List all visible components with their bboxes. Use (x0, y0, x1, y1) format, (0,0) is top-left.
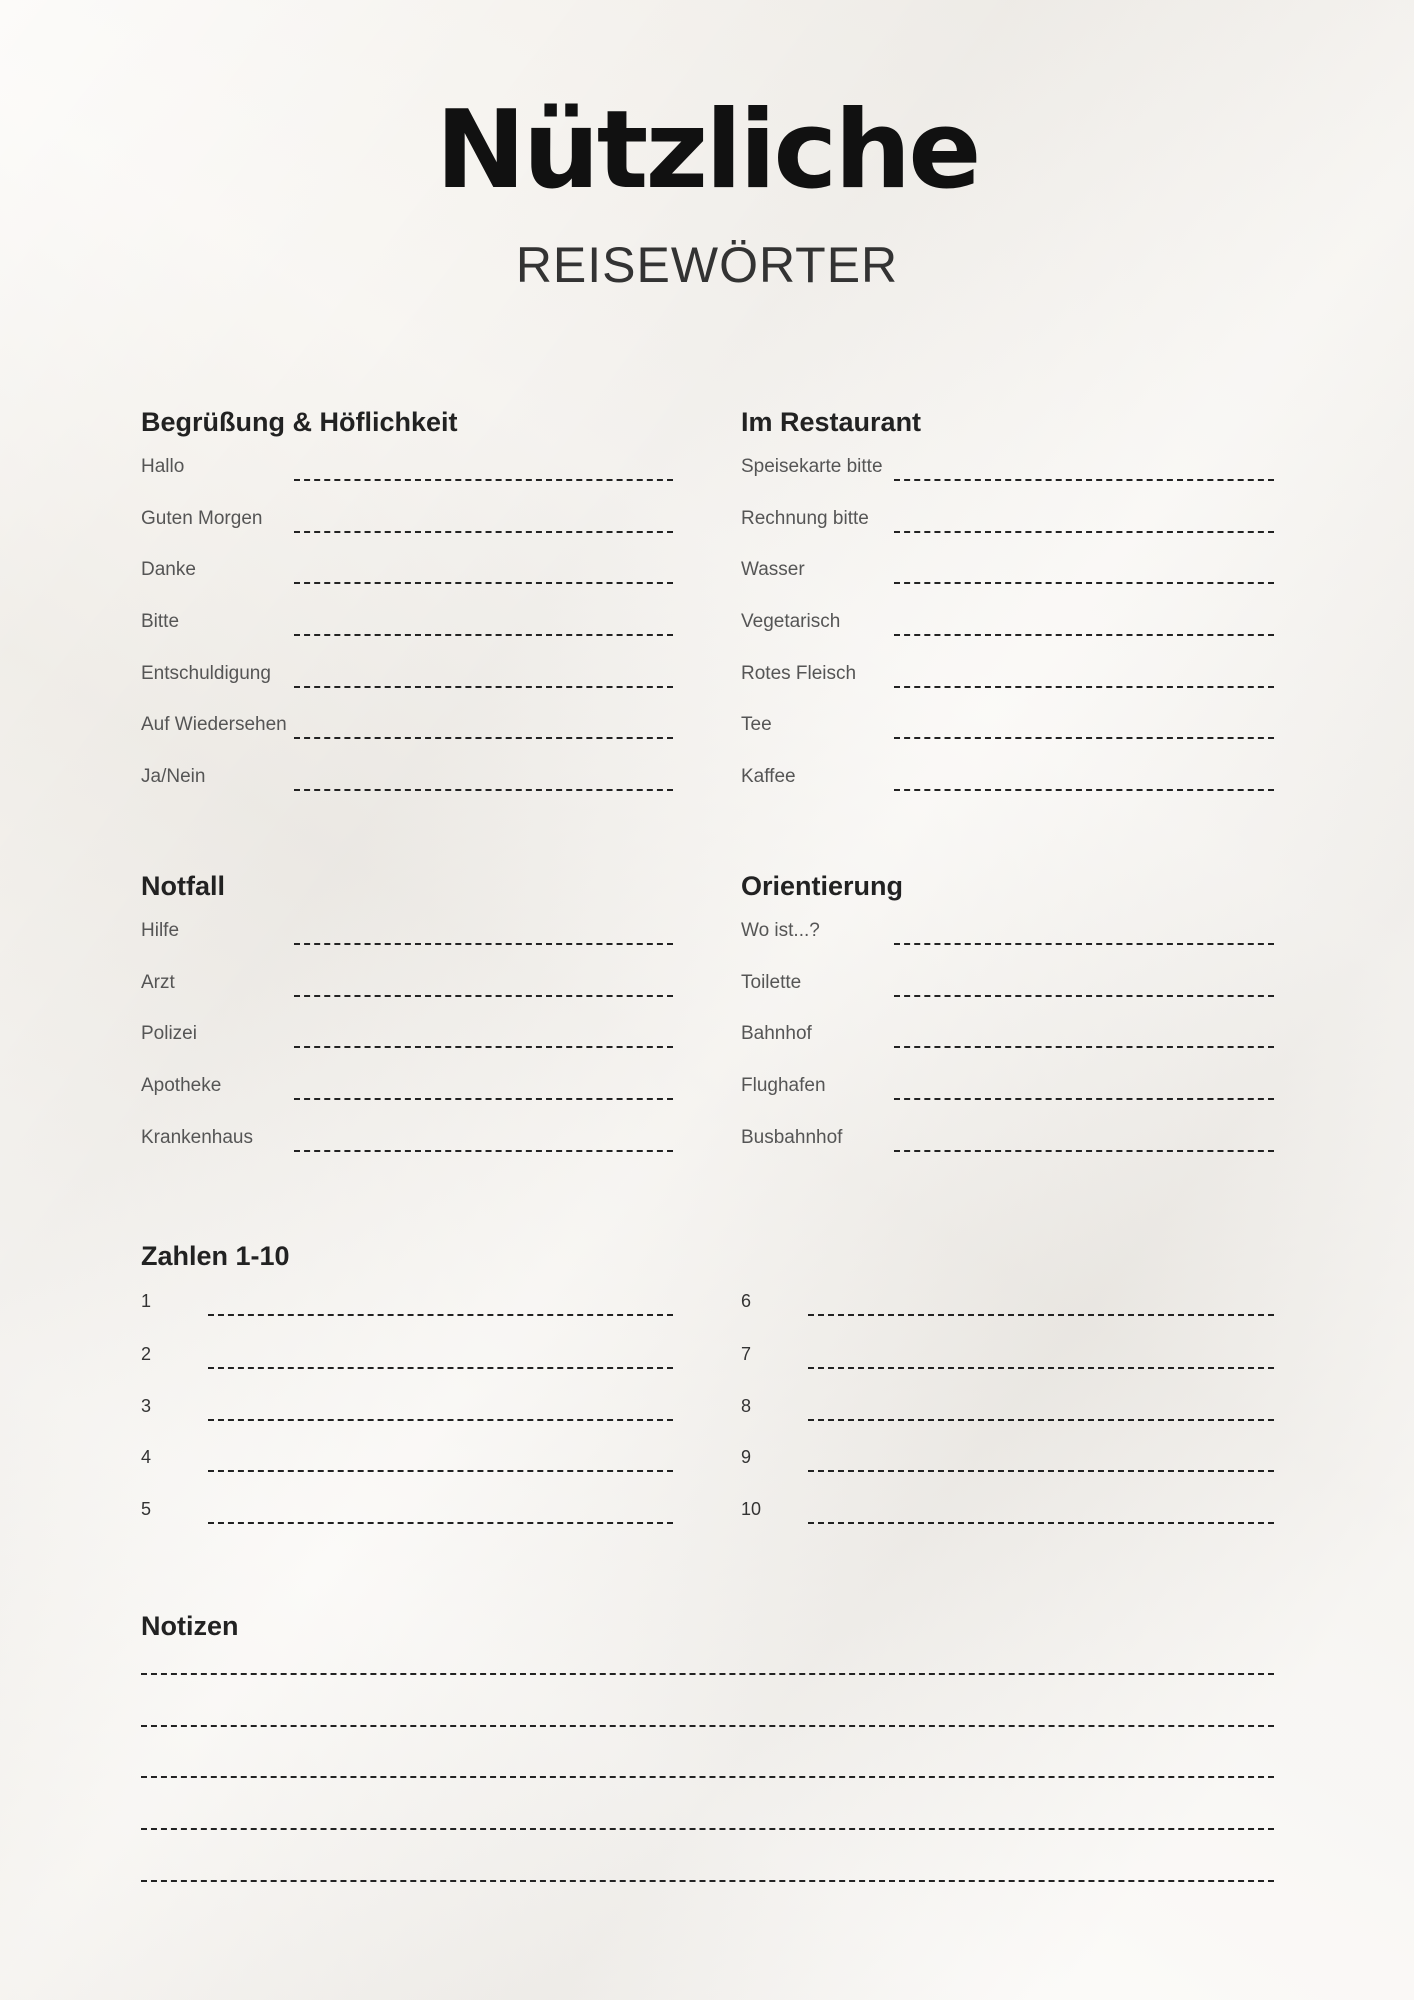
notes-line[interactable] (141, 1673, 1274, 1675)
answer-line[interactable] (294, 686, 673, 688)
answer-line[interactable] (808, 1419, 1274, 1421)
list-item (741, 1499, 1274, 1529)
number-label: 7 (741, 1344, 752, 1364)
answer-line[interactable] (208, 1470, 673, 1472)
list-item (141, 1447, 673, 1477)
answer-line[interactable] (294, 479, 673, 481)
list-item (141, 1499, 673, 1529)
answer-line[interactable] (808, 1522, 1274, 1524)
list-item (741, 663, 1274, 693)
number-label: 8 (741, 1396, 752, 1416)
list-item (741, 766, 1274, 796)
phrase-label: Apotheke (141, 1075, 222, 1096)
list-item (141, 1396, 673, 1426)
list-item (741, 972, 1274, 1002)
list-item (741, 611, 1274, 641)
list-item (141, 1023, 673, 1053)
notes-line[interactable] (141, 1828, 1274, 1830)
phrase-label: Danke (141, 559, 196, 580)
number-label: 9 (741, 1447, 752, 1467)
section-title-orientation: Orientierung (741, 871, 904, 901)
answer-line[interactable] (894, 1046, 1274, 1048)
list-item (741, 1344, 1274, 1374)
answer-line[interactable] (808, 1367, 1274, 1369)
answer-line[interactable] (894, 737, 1274, 739)
answer-line[interactable] (208, 1419, 673, 1421)
answer-line[interactable] (808, 1470, 1274, 1472)
list-item (141, 920, 673, 950)
list-item (741, 508, 1274, 538)
list-item (741, 1127, 1274, 1157)
answer-line[interactable] (894, 789, 1274, 791)
phrase-label: Hilfe (141, 920, 180, 941)
list-item (141, 766, 673, 796)
list-item (141, 508, 673, 538)
number-label: 4 (141, 1447, 152, 1467)
phrase-label: Toilette (741, 972, 802, 993)
phrase-label: Rechnung bitte (741, 508, 869, 529)
list-item (741, 1291, 1274, 1321)
answer-line[interactable] (294, 582, 673, 584)
list-item (141, 1344, 673, 1374)
list-item (741, 1023, 1274, 1053)
answer-line[interactable] (294, 737, 673, 739)
phrase-label: Wo ist...? (741, 920, 820, 941)
list-item (141, 1291, 673, 1321)
answer-line[interactable] (294, 943, 673, 945)
phrase-label: Speisekarte bitte (741, 456, 883, 477)
phrase-label: Guten Morgen (141, 508, 263, 529)
answer-line[interactable] (294, 634, 673, 636)
phrase-label: Arzt (141, 972, 175, 993)
answer-line[interactable] (894, 479, 1274, 481)
phrase-label: Vegetarisch (741, 611, 841, 632)
answer-line[interactable] (294, 1046, 673, 1048)
list-item (141, 456, 673, 486)
page-subtitle: REISEWÖRTER (515, 237, 899, 293)
phrase-label: Ja/Nein (141, 766, 206, 787)
answer-line[interactable] (294, 1150, 673, 1152)
number-label: 1 (141, 1291, 152, 1311)
answer-line[interactable] (208, 1314, 673, 1316)
notes-line[interactable] (141, 1880, 1274, 1882)
answer-line[interactable] (894, 943, 1274, 945)
notes-line[interactable] (141, 1725, 1274, 1727)
list-item (741, 559, 1274, 589)
answer-line[interactable] (894, 634, 1274, 636)
list-item (741, 920, 1274, 950)
list-item (141, 611, 673, 641)
phrase-label: Busbahnhof (741, 1127, 843, 1148)
answer-line[interactable] (208, 1522, 673, 1524)
section-title-greetings: Begrüßung & Höflichkeit (141, 407, 458, 437)
notes-line[interactable] (141, 1776, 1274, 1778)
answer-line[interactable] (894, 995, 1274, 997)
phrase-label: Auf Wiedersehen (141, 714, 287, 735)
list-item (741, 714, 1274, 744)
phrase-label: Bitte (141, 611, 180, 632)
answer-line[interactable] (208, 1367, 673, 1369)
answer-line[interactable] (894, 582, 1274, 584)
number-label: 10 (741, 1499, 762, 1519)
answer-line[interactable] (294, 995, 673, 997)
phrase-label: Bahnhof (741, 1023, 812, 1044)
phrase-label: Flughafen (741, 1075, 826, 1096)
answer-line[interactable] (294, 789, 673, 791)
answer-line[interactable] (894, 531, 1274, 533)
phrase-label: Polizei (141, 1023, 197, 1044)
section-title-notes: Notizen (141, 1611, 239, 1641)
list-item (141, 1127, 673, 1157)
answer-line[interactable] (294, 531, 673, 533)
phrase-label: Tee (741, 714, 772, 735)
phrase-label: Kaffee (741, 766, 796, 787)
list-item (741, 456, 1274, 486)
section-title-numbers: Zahlen 1-10 (141, 1241, 290, 1271)
number-label: 3 (141, 1396, 152, 1416)
number-label: 2 (141, 1344, 152, 1364)
list-item (141, 1075, 673, 1105)
answer-line[interactable] (294, 1098, 673, 1100)
list-item (741, 1075, 1274, 1105)
list-item (141, 663, 673, 693)
list-item (141, 559, 673, 589)
answer-line[interactable] (808, 1314, 1274, 1316)
list-item (741, 1396, 1274, 1426)
list-item (141, 714, 673, 744)
section-title-emergency: Notfall (141, 871, 225, 901)
phrase-label: Krankenhaus (141, 1127, 253, 1148)
phrase-label: Wasser (741, 559, 805, 580)
answer-line[interactable] (894, 1098, 1274, 1100)
page-title: Nützliche (435, 88, 979, 213)
phrase-label: Hallo (141, 456, 185, 477)
answer-line[interactable] (894, 1150, 1274, 1152)
phrase-label: Entschuldigung (141, 663, 271, 684)
section-title-restaurant: Im Restaurant (741, 407, 922, 437)
number-label: 6 (741, 1291, 752, 1311)
number-label: 5 (141, 1499, 152, 1519)
answer-line[interactable] (894, 686, 1274, 688)
list-item (141, 972, 673, 1002)
list-item (741, 1447, 1274, 1477)
phrase-label: Rotes Fleisch (741, 663, 857, 684)
